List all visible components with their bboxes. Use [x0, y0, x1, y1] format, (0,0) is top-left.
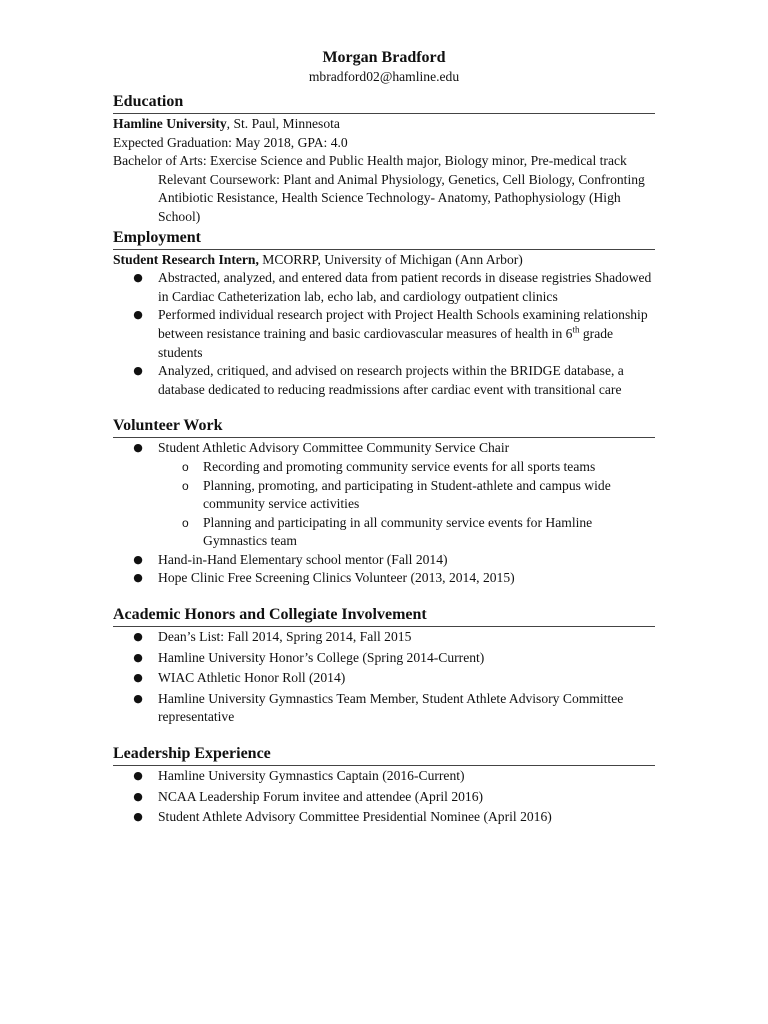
list-item	[113, 362, 655, 399]
honors-section	[113, 605, 655, 727]
list-item	[113, 628, 655, 647]
resume-body	[113, 92, 655, 827]
applicant-email[interactable]: mbradford02@hamline.edu	[308, 69, 460, 84]
sub-bullet-icon: o	[182, 478, 189, 493]
school-line	[113, 115, 655, 134]
job-org: MCORRP, University of Michigan (Ann Arbor)	[258, 251, 523, 267]
employment-list	[113, 269, 655, 399]
list-item	[113, 669, 655, 688]
list-item	[113, 767, 655, 786]
employment-section	[113, 228, 655, 400]
sub-list-item	[113, 514, 655, 551]
education-section	[113, 92, 655, 227]
bullet-icon: ●	[133, 552, 143, 566]
sub-list-item	[113, 477, 655, 514]
graduation-line: Expected Graduation: May 2018, GPA: 4.0	[113, 134, 348, 150]
leadership-list	[113, 767, 655, 827]
sub-list-item	[113, 458, 655, 477]
list-item	[113, 269, 655, 306]
bullet-icon: ●	[133, 441, 143, 455]
list-item-text: Student Athletic Advisory Committee Community Service Chair	[158, 440, 510, 456]
list-item	[113, 788, 655, 807]
list-item	[113, 306, 655, 362]
resume-header	[0, 0, 768, 86]
school-location: , St. Paul, Minnesota	[226, 116, 340, 131]
list-item-text: Hand-in-Hand Elementary school mentor (Fall 2014)	[158, 551, 448, 567]
list-item-text: Hamline University Gymnastics Captain (2016-Current)	[158, 768, 465, 784]
bullet-icon: ●	[133, 671, 143, 685]
bullet-icon: ●	[133, 308, 143, 322]
bullet-icon: ●	[133, 271, 143, 285]
honors-list	[113, 628, 655, 727]
degree-line: Bachelor of Arts: Exercise Science and Public Health major, Biology minor, Pre-medical track	[113, 153, 627, 169]
bullet-icon: ●	[133, 691, 143, 705]
list-item-text: Recording and promoting community service events for all sports teams	[203, 458, 596, 474]
list-item-text: Planning, promoting, and participating in Student-athlete and campus wide community service activities	[203, 477, 611, 512]
bullet-icon: ●	[133, 789, 143, 803]
volunteer-section	[113, 416, 655, 588]
bullet-icon: ●	[133, 364, 143, 378]
list-item-text: WIAC Athletic Honor Roll (2014)	[158, 670, 346, 686]
list-item-text: Student Athlete Advisory Committee Presidential Nominee (April 2016)	[158, 809, 552, 825]
list-item-text: Dean’s List: Fall 2014, Spring 2014, Fall 2015	[158, 629, 412, 645]
volunteer-list	[113, 439, 655, 588]
leadership-heading: Leadership Experience	[113, 744, 655, 766]
coursework-line: Relevant Coursework: Plant and Animal Physiology, Genetics, Cell Biology, Confronting Antibiotic Resistance, Health Science Technology- Anatomy, Pathophysiology (High School)	[158, 171, 645, 224]
list-item	[113, 808, 655, 827]
list-item-text: Analyzed, critiqued, and advised on research projects within the BRIDGE database, a database dedicated to reducing readmissions after cardiac event with transitional care	[158, 363, 624, 397]
leadership-section	[113, 744, 655, 827]
school-name: Hamline University	[113, 116, 227, 131]
list-item-tail: grade students	[158, 325, 614, 360]
sub-bullet-icon: o	[182, 459, 189, 474]
education-heading: Education	[113, 92, 655, 114]
list-item-text: Planning and participating in all community service events for Hamline Gymnastics team	[203, 514, 593, 549]
list-item-text: Hamline University Honor’s College (Spring 2014-Current)	[158, 649, 485, 665]
list-item	[113, 439, 655, 458]
applicant-name: Morgan Bradford	[322, 49, 446, 66]
list-item	[113, 569, 655, 588]
job-title: Student Research Intern,	[113, 251, 259, 267]
sub-bullet-icon: o	[182, 515, 189, 530]
job-line	[113, 251, 655, 270]
volunteer-heading: Volunteer Work	[113, 416, 655, 438]
list-item-text: NCAA Leadership Forum invitee and attendee (April 2016)	[158, 788, 484, 804]
list-item	[113, 690, 655, 727]
list-item-text: Hope Clinic Free Screening Clinics Volunteer (2013, 2014, 2015)	[158, 570, 515, 586]
bullet-icon: ●	[133, 810, 143, 824]
bullet-icon: ●	[133, 571, 143, 585]
list-item	[113, 649, 655, 668]
list-item	[113, 551, 655, 570]
superscript: th	[572, 324, 580, 335]
list-item-text: Hamline University Gymnastics Team Member, Student Athlete Advisory Committee representative	[158, 690, 624, 725]
list-item-text: Abstracted, analyzed, and entered data from patient records in disease registries Shadowed in Cardiac Catheterization lab, echo lab, and cardiology outpatient clinics	[158, 270, 652, 304]
list-item-text: Performed individual research project with Project Health Schools examining relationship between resistance training and basic cardiovascular measures of health in 6	[158, 307, 648, 341]
employment-heading: Employment	[113, 228, 655, 250]
bullet-icon: ●	[133, 630, 143, 644]
bullet-icon: ●	[133, 650, 143, 664]
honors-heading: Academic Honors and Collegiate Involvement	[113, 605, 655, 627]
bullet-icon: ●	[133, 769, 143, 783]
